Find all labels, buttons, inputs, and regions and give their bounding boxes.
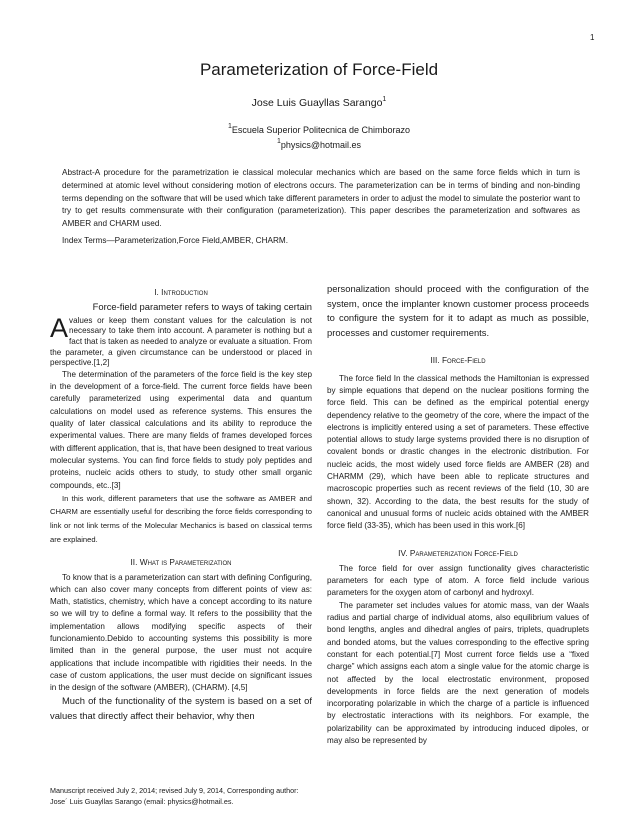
sec2-paragraph-2: Much of the functionality of the system is based on a set of values that directly affect their behavior, why then: [50, 695, 312, 722]
sec4-paragraph-2: The parameter set includes values for atomic mass, van der Waals radius and partial charge of individual atoms, also equilibrium values of bond lengths, angles and dihedral angles of pairs, triplets, quadruplets and bonded atoms, but the values corresponding to the effective spring constant for each potential.[7] Most current force fields use a “fixed charge” which assigns each atom a single value for the atomic charge is not affected by the local electrostatic environment, proposed developments in force fields are the next generation of models incorporating polarizable in which the charge of a particle is influenced by electrostatic interactions with its neighbors. For example, the polarizability can be approximated by introducing induced dipoles, or may also be represented by: [327, 600, 589, 745]
footnote: Manuscript received July 2, 2014; revised July 9, 2014, Corresponding author: Jose´ Luis Guayllas Sarango (email: physics@hotmail.es.: [50, 786, 299, 806]
abstract: Abstract-A procedure for the parametrization ie classical molecular mechanics which are based on the same force fields which in turn is determined at atomic level without considering motion of electrons occurs. The parameterization can be in terms of binding and non-binding terms depending on the software that will be used which take different parameters in order to adjust the model to simulate the posterior want to try to get results commensurate with their configuration (parameterization). This paper describes the parameterization and softwares as AMBER and CHARM used.: [62, 168, 580, 229]
sec4-paragraph-1: The force field for over assign functionality gives characteristic parameters for each type of atom. A force field include various parameters for the oxygen atom of carbonyl and hydroxyl.: [327, 563, 589, 598]
paper-title: Parameterization of Force-Field: [199, 60, 439, 79]
intro-paragraph-1: Avalues or keep them constant values for the calculation is not necessary to take them into account. A parameter is nothing but a fact that is taken as needed to analyze or evaluate a situation. From the parameter, a given circumstance can be understood or placed in perspective.[1,2]: [50, 312, 312, 368]
left-column: [50, 286, 312, 724]
right-column: [327, 282, 589, 747]
page-number: 1: [590, 33, 595, 42]
intro-paragraph-3: In this work, different parameters that use the software as AMBER and CHARM are essentially useful for describing the force fields corresponding to link or not link terms of the Molecular Mechanics is based on classical terms are explained.: [50, 493, 312, 544]
affiliation-line: [0, 125, 638, 135]
author-mark: 1: [382, 96, 387, 103]
drop-cap: A: [50, 312, 69, 343]
author-name: Jose Luis Guayllas Sarango: [251, 97, 383, 109]
section-heading-introduction: I. Introduction: [154, 287, 208, 297]
author-line: [0, 97, 638, 109]
right-continuation-paragraph: personalization should proceed with the configuration of the system, once the implanter known customer process proceeds to configure the system for it to adapt as much as possible, processes and customer requirements.: [327, 283, 589, 338]
email-mark: 1: [276, 138, 281, 145]
section-heading-force-field: III. Force-Field: [430, 355, 486, 366]
email-text: physics@hotmail.es: [280, 140, 362, 150]
section-heading-parameterization-force-field: IV. Parameterization Force-Field: [398, 547, 518, 558]
email-line: [0, 140, 638, 150]
intro-first-line: Force-field parameter refers to ways of taking certain: [92, 301, 312, 313]
sec2-paragraph-1: To know that is a parameterization can start with defining Configuring, which can also cover many concepts from different points of view as: Math, statistics, chemistry, which have a concept according to its nature so we will try to define a formal way. It refers to the possibility that the implementation allows modifying specific aspects of their funcionamiento.Debido to accounting systems this possibility is more limited than in the general purpose, the user must not acquire applications that include incompatible with rigidities their needs. In the case of custom applications, the user must decide on significant issues in the design of the software (AMBER), (CHARM). [4,5]: [50, 572, 312, 693]
affiliation-mark: 1: [228, 123, 232, 130]
index-terms: Index Terms—Parameterization,Force Field,AMBER, CHARM.: [62, 236, 288, 245]
sec3-paragraph-1: The force field In the classical methods the Hamiltonian is expressed by simple equations that depend on the nuclear positions forming the force field. This can be defined as the empirical potential energy dependency relative to the geometry of the core, where the impact of the electrons is implicitly entered using a set of parameters. These effective potential allows to study large systems provided there is no disruption of covalent bonds or drastic changes in the electronic distribution. For nucleic acids, the most widely used force fields are AMBER (28) and CHARMM (29), which have been able to replicate structures and macroscopic properties such as recent reviews of the field (10, 30 are shown, 32). According to the data, the best results for the study of canonical and unusual forms of nucleic acids obtained with the AMBER force field (33-35), which has been used in this work.[6]: [327, 373, 589, 531]
affiliation-text: Escuela Superior Politecnica de Chimborazo: [231, 125, 410, 135]
intro-paragraph-2: The determination of the parameters of the force field is the key step in the development of a force-field. The current force fields have been carefully parameterized using experimental data and quantum calculations on model used as reference systems. This ensures the quality of later classical calculations and its ability to reproduce the experimental values. There are many fields of frames developed forces with different application, that is, that have been designed to treat various molecular systems. You can find force fields to study poly peptides and proteins, nucleic acids others to study, to study other small organic compounds, etc..[3]: [50, 369, 312, 490]
section-heading-parameterization: II. What is Parameterization: [130, 557, 232, 568]
